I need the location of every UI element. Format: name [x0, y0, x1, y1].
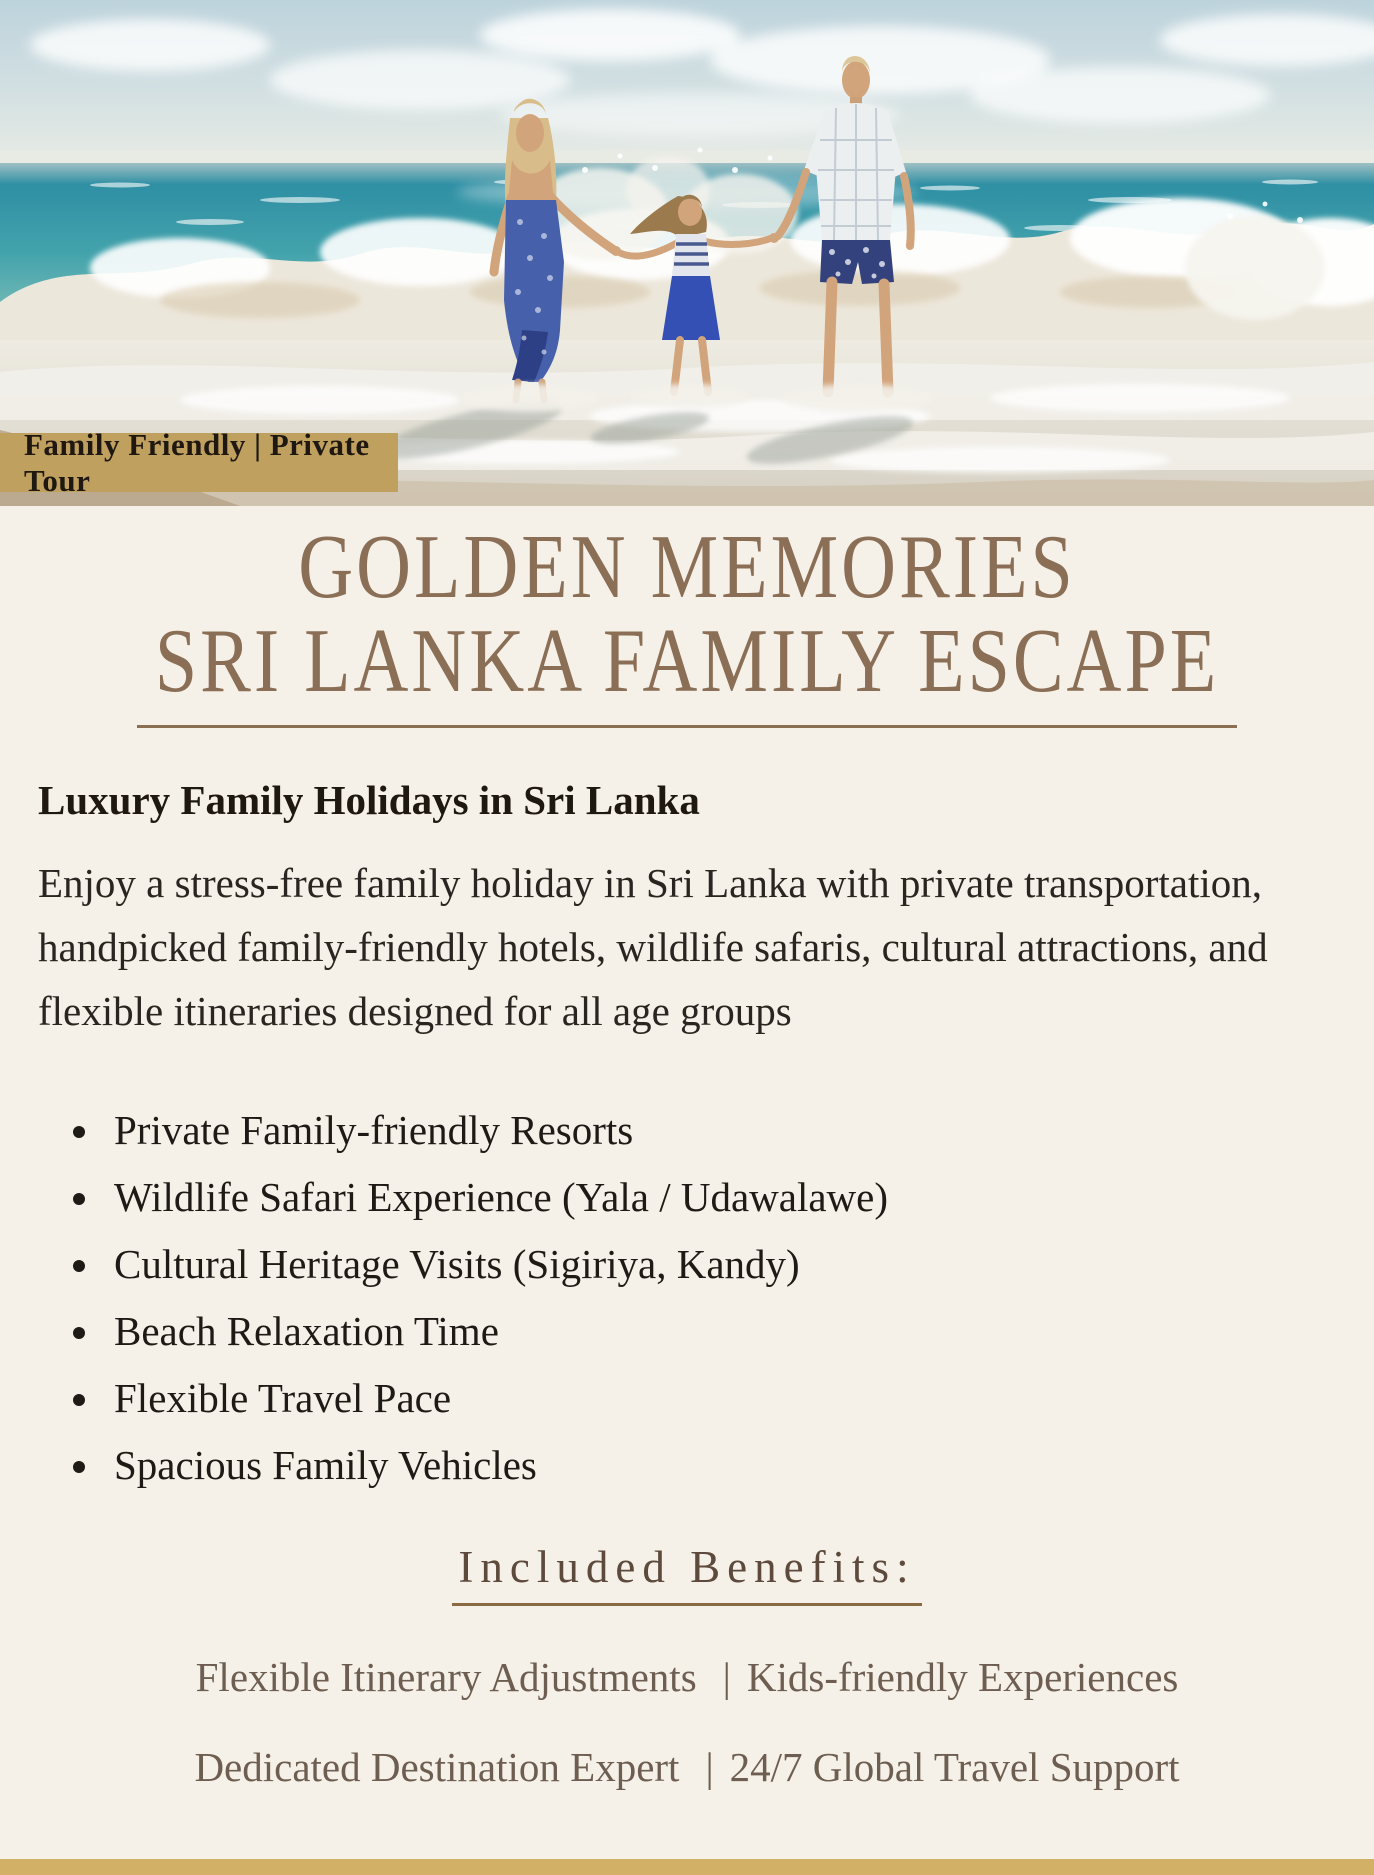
footer-gold-bar — [0, 1859, 1374, 1875]
title-divider — [137, 725, 1237, 728]
benefit-row — [38, 1722, 1336, 1812]
foot-foam — [460, 384, 933, 412]
sky — [0, 0, 1374, 168]
page-title-line1: GOLDEN MEMORIES — [298, 516, 1076, 618]
benefit-rows — [38, 1632, 1336, 1812]
subheading: Luxury Family Holidays in Sri Lanka — [38, 777, 700, 823]
page-title-line2: SRI LANKA FAMILY ESCAPE — [154, 610, 1220, 712]
benefit-separator: | — [705, 1744, 714, 1790]
benefit-left: Dedicated Destination Expert — [194, 1744, 680, 1790]
benefit-row — [38, 1632, 1336, 1722]
highlight-item — [104, 1298, 1336, 1365]
highlight-item — [104, 1097, 1336, 1164]
benefit-left: Flexible Itinerary Adjustments — [195, 1654, 697, 1700]
highlight-text: Private Family-friendly Resorts — [114, 1107, 634, 1153]
highlight-text: Flexible Travel Pace — [114, 1375, 452, 1421]
benefits-heading: Included Benefits: — [452, 1541, 921, 1606]
content-area — [0, 776, 1374, 1812]
badge-family-friendly — [0, 426, 398, 498]
benefit-right: 24/7 Global Travel Support — [729, 1744, 1180, 1790]
badge-label: Family Friendly | Private Tour — [24, 426, 370, 498]
benefit-separator: | — [722, 1654, 731, 1700]
highlight-item — [104, 1231, 1336, 1298]
highlight-item — [104, 1365, 1336, 1432]
highlight-text: Beach Relaxation Time — [114, 1308, 499, 1354]
benefits-section — [38, 1541, 1336, 1812]
highlight-text: Wildlife Safari Experience (Yala / Udawalawe) — [114, 1174, 888, 1220]
intro-paragraph: Enjoy a stress-free family holiday in Sri Lanka with private transportation, handpicked family-friendly hotels, wildlife safaris, cultural attractions, and flexible itineraries designed for all age groups — [38, 860, 1268, 1034]
highlight-item — [104, 1164, 1336, 1231]
highlights-list — [38, 1097, 1336, 1499]
title-block — [0, 516, 1374, 728]
highlight-item — [104, 1432, 1336, 1499]
benefit-right: Kids-friendly Experiences — [746, 1654, 1179, 1700]
highlight-text: Spacious Family Vehicles — [114, 1442, 537, 1488]
hero-photo — [0, 0, 1374, 506]
highlight-text: Cultural Heritage Visits (Sigiriya, Kandy) — [114, 1241, 800, 1287]
